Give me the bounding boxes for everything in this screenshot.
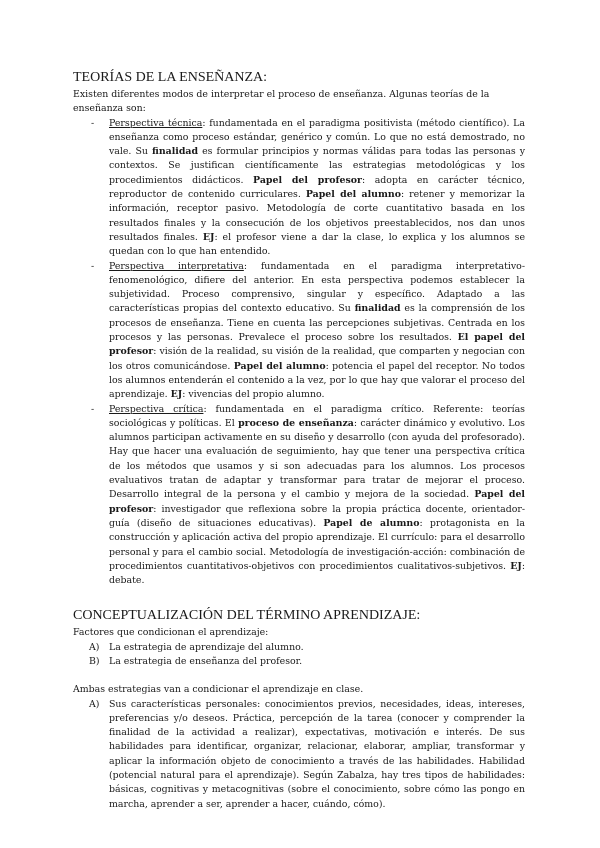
bold-label: Papel del profesor bbox=[109, 489, 525, 515]
letter-marker: A) bbox=[89, 641, 100, 653]
factor-text: La estrategia de enseñanza del profesor. bbox=[109, 655, 303, 667]
body-text: : retener y memorizar la información, receptor pasivo. Metodología de corte cuantitativo basada en los resultados finales y la consecución de los objetivos preestablecidos, nos dan unos resultados finales. bbox=[109, 189, 525, 243]
dash-marker: - bbox=[91, 117, 95, 129]
body-text: es formular principios y normas válidas para todas las personas y contextos. Se justifican científicamente las estrategias metodológicas y los procedimientos didácticos. bbox=[109, 146, 525, 186]
list-item-perspectiva-critica bbox=[73, 403, 525, 589]
body-text: : fundamentada en el paradigma crítico. Referente: teorías sociológicas y políticas. El bbox=[109, 403, 525, 429]
body-text: es la comprensión de los procesos de enseñanza. Tiene en cuenta las percepciones subjetivas. Centrada en los procesos y las personas. Prevalece el proceso sobre los resultados. bbox=[109, 303, 525, 344]
bold-label: EJ bbox=[170, 389, 183, 401]
body-text: : fundamentada en el paradigma positivista (método científico). La enseñanza como proceso estándar, genérico y común. Lo que no está demostrado, no vale. Su bbox=[109, 117, 525, 158]
dash-marker: - bbox=[91, 260, 95, 272]
section-title-aprendizaje: CONCEPTUALIZACIÓN DEL TÉRMINO APRENDIZAJE: bbox=[73, 608, 421, 624]
factor-text: La estrategia de aprendizaje del alumno. bbox=[109, 641, 304, 653]
section-intro-aprendizaje: Factores que condicionan el aprendizaje: bbox=[73, 627, 269, 639]
bold-label: Papel del alumno bbox=[305, 189, 401, 201]
body-text: : visión de la realidad, su visión de la realidad, que comparten y negocian con los otros comunicándose. bbox=[109, 346, 525, 372]
detail-list bbox=[73, 698, 525, 812]
section-title-teorias: TEORÍAS DE LA ENSEÑANZA: bbox=[73, 70, 268, 85]
body-text: : potencia el papel del receptor. No todos los alumnos entenderán el contenido a la vez, por lo que hay que valorar el proceso del aprendizaje. bbox=[109, 360, 525, 401]
bold-label: EJ bbox=[202, 231, 215, 243]
both-strategies-paragraph: Ambas estrategias van a condicionar el aprendizaje en clase. bbox=[73, 684, 364, 696]
list-item-factor-a bbox=[73, 641, 525, 655]
factors-list bbox=[73, 641, 525, 670]
bold-label: proceso de enseñanza bbox=[238, 417, 354, 429]
dash-marker: - bbox=[91, 403, 95, 415]
section-intro-teorias: Existen diferentes modos de interpretar el proceso de enseñanza. Algunas teorías de la enseñanza son: bbox=[73, 89, 490, 115]
term-perspectiva-critica: Perspectiva crítica bbox=[109, 403, 204, 415]
document-content bbox=[73, 70, 525, 812]
bold-label: El papel del profesor bbox=[109, 332, 525, 358]
term-perspectiva-interpretativa: Perspectiva interpretativa bbox=[109, 260, 244, 272]
body-text: : fundamentada en el paradigma interpretativo-fenomenológico, difiere del anterior. En esta perspectiva podemos establecer la subjetividad. Proceso comprensivo, singular y específico. Adaptado a las características propias del contexto educativo. Su bbox=[109, 260, 525, 315]
body-text: : el profesor viene a dar la clase, lo explica y los alumnos se quedan con lo que han entendido. bbox=[109, 231, 525, 258]
body-text: : debate. bbox=[109, 560, 525, 587]
letter-marker: A) bbox=[89, 698, 100, 710]
letter-marker: B) bbox=[89, 655, 100, 667]
bold-label: Papel del alumno bbox=[233, 360, 326, 372]
body-text: : protagonista en la construcción y aplicación activa del propio aprendizaje. El currículo: para el desarrollo personal y para el cambio social. Metodología de investigación-acción: combinación de procedimientos cuantitativos-objetivos con procedimientos cualitativos-subjetivos. bbox=[109, 517, 526, 572]
bold-label: finalidad bbox=[152, 146, 199, 158]
term-perspectiva-tecnica: Perspectiva técnica bbox=[109, 117, 203, 129]
bold-label: EJ bbox=[510, 560, 522, 572]
list-item-perspectiva-tecnica bbox=[73, 117, 525, 260]
body-text: : adopta en carácter técnico, reproductor de contenido curriculares. bbox=[109, 174, 526, 201]
body-text: : carácter dinámico y evolutivo. Los alumnos participan activamente en su diseño y desarrollo (con ayuda del profesorado). Hay que hacer una evaluación de seguimiento, hay que tener una perspectiva crítica de los métodos que usamos y si son adecuadas para los alumnos. Los procesos evaluativos tratan de adaptar y transformar para tratar de mejorar el proceso. Desarrollo integral de la persona y el cambio y mejora de la sociedad. bbox=[109, 417, 525, 501]
detail-text: Sus características personales: conocimientos previos, necesidades, ideas, intereses, preferencias y/o deseos. Práctica, percepción de la tarea (conocer y comprender la finalidad de la actividad a realizar), expectativas, motivación e interés. De sus habilidades para identificar, organizar, relacionar, elaborar, ampliar, transformar y aplicar la información objeto de conocimiento a través de las habilidades. Habilidad (potencial natural para el aprendizaje). Según Zabalza, hay tres tipos de habilidades: básicas, cognitivas y metacognitivas (sobre el conocimiento, sobre cómo las pongo en marcha, aprender a ser, aprender a hacer, cuándo, cómo). bbox=[109, 698, 525, 810]
body-text: : investigador que reflexiona sobre la propia práctica docente, orientador-guía (diseño de situaciones educativas). bbox=[109, 503, 525, 529]
bold-label: finalidad bbox=[354, 303, 401, 315]
body-text: : vivencias del propio alumno. bbox=[182, 389, 325, 401]
list-item-detail-a bbox=[73, 698, 525, 812]
bold-label: Papel del profesor bbox=[253, 174, 362, 186]
paragraph-spacer bbox=[73, 669, 525, 683]
perspectives-list bbox=[73, 117, 525, 589]
list-item-perspectiva-interpretativa bbox=[73, 260, 525, 403]
list-item-factor-b bbox=[73, 655, 525, 669]
bold-label: Papel de alumno bbox=[323, 517, 420, 529]
